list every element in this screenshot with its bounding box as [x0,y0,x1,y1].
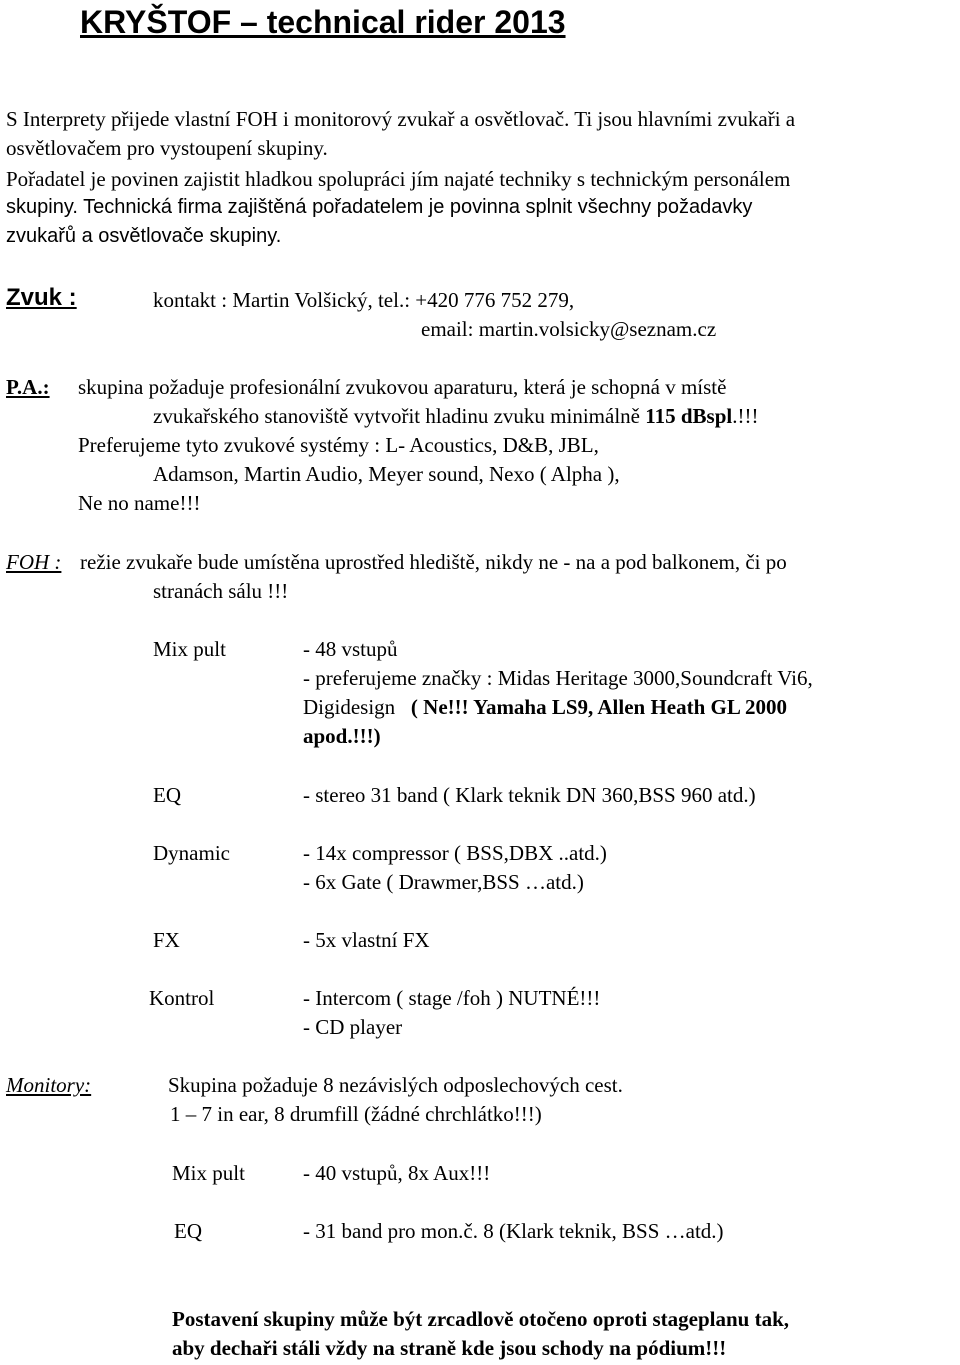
foh-label: FOH : [6,550,62,574]
foh-mix-4 [303,722,381,751]
foh-dyn-label: Dynamic [153,841,230,865]
intro-line-1: S Interprety přijede vlastní FOH i monitorový zvukař a osvětlovač. Ti jsou hlavními zvukaři a [6,107,796,131]
footer-line-1: Postavení skupiny může být zrcadlově otočeno oproti stageplanu tak, [172,1307,789,1331]
intro-line-3: Pořadatel je povinen zajistit hladkou spolupráci jím najaté techniky s technickým personálem [6,167,791,191]
intro-line-4: skupiny. Technická firma zajištěná pořadatelem je povinna splnit všechny požadavky [6,196,753,218]
intro-line-5: zvukařů a osvětlovače skupiny. [6,225,282,247]
foh-mix-label: Mix pult [153,637,226,661]
pa-line-5: Ne no name!!! [78,491,201,515]
foh-dyn-2: - 6x Gate ( Drawmer,BSS …atd.) [303,870,584,894]
pa-line-3: Preferujeme tyto zvukové systémy : L- Acoustics, D&B, JBL, [78,433,599,457]
foh-kontrol-label: Kontrol [149,986,215,1010]
pa-line-2 [153,402,758,431]
foh-mix-3b: ( Ne!!! Yamaha LS9, Allen Heath GL 2000 [410,695,787,719]
intro-line-2: osvětlovačem pro vystoupení skupiny. [6,136,328,160]
monitor-eq-label: EQ [174,1219,202,1243]
pa-spl: 115 dBspl [645,404,733,428]
footer-line-2: aby dechaři stáli vždy na straně kde jsou schody na pódium!!! [172,1336,727,1360]
foh-mix-4-text: apod.!!!) [303,724,381,748]
pa-label: P.A.: [6,375,50,399]
foh-dyn-1: - 14x compressor ( BSS,DBX ..atd.) [303,841,607,865]
foh-fx-label: FX [153,928,180,952]
pa-line-1: skupina požaduje profesionální zvukovou aparaturu, která je schopná v místě [78,375,727,399]
monitory-label: Monitory: [6,1073,92,1097]
foh-eq-1: - stereo 31 band ( Klark teknik DN 360,BSS 960 atd.) [303,783,756,807]
foh-line-1: režie zvukaře bude umístěna uprostřed hlediště, nikdy ne - na a pod balkonem, či po [80,550,787,574]
zvuk-heading: Zvuk : [6,284,77,311]
pa-line-2-text: zvukařského stanoviště vytvořit hladinu zvuku minimálně [153,404,640,428]
zvuk-contact: kontakt : Martin Volšický, tel.: +420 776 752 279, [153,288,575,312]
pa-line-4: Adamson, Martin Audio, Meyer sound, Nexo ( Alpha ), [153,462,620,486]
foh-kontrol-1: - Intercom ( stage /foh ) NUTNÉ!!! [303,986,601,1010]
zvuk-email: email: martin.volsicky@seznam.cz [421,317,717,341]
foh-mix-1: - 48 vstupů [303,637,398,661]
pa-spl-end: .!!! [732,404,759,428]
monitor-mix-1: - 40 vstupů, 8x Aux!!! [303,1161,491,1185]
page-title: KRYŠTOF – technical rider 2013 [80,4,566,40]
foh-kontrol-2: - CD player [303,1015,403,1039]
foh-line-2: stranách sálu !!! [153,579,289,603]
foh-mix-3 [303,693,787,722]
foh-mix-2: - preferujeme značky : Midas Heritage 3000,Soundcraft Vi6, [303,666,813,690]
monitor-mix-label: Mix pult [172,1161,245,1185]
foh-mix-3a: Digidesign [303,695,396,719]
foh-fx-1: - 5x vlastní FX [303,928,430,952]
monitory-line-2: 1 – 7 in ear, 8 drumfill (žádné chrchlátko!!!) [170,1102,542,1126]
monitor-eq-1: - 31 band pro mon.č. 8 (Klark teknik, BSS …atd.) [303,1219,724,1243]
foh-eq-label: EQ [153,783,181,807]
monitory-line-1: Skupina požaduje 8 nezávislých odposlechových cest. [168,1073,623,1097]
